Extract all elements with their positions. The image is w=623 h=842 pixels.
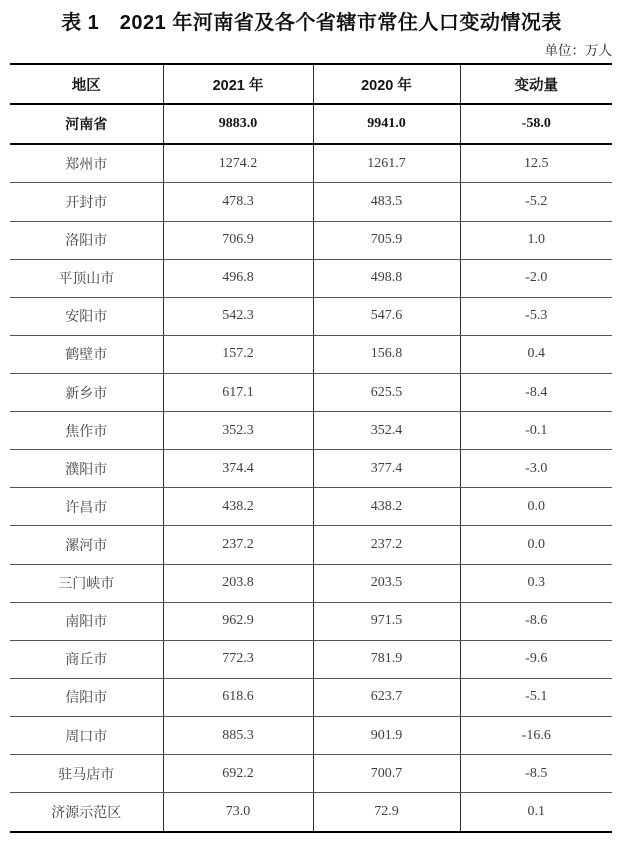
region-cell: 新乡市 [10, 374, 163, 412]
value-2021-cell: 438.2 [163, 488, 313, 526]
table-row [10, 221, 612, 259]
column-header-region: 地区 [10, 64, 163, 104]
table-row [10, 564, 612, 602]
table-row [10, 297, 612, 335]
value-2021-cell: 478.3 [163, 183, 313, 221]
value-2020-cell: 377.4 [313, 450, 460, 488]
region-cell: 南阳市 [10, 602, 163, 640]
value-2020-cell: 625.5 [313, 374, 460, 412]
table-row [10, 412, 612, 450]
table-row [10, 717, 612, 755]
table-row [10, 183, 612, 221]
table-row [10, 678, 612, 716]
value-2020-cell: 623.7 [313, 678, 460, 716]
value-2021-cell: 772.3 [163, 640, 313, 678]
value-2020-cell: 700.7 [313, 755, 460, 793]
region-cell: 驻马店市 [10, 755, 163, 793]
region-cell: 平顶山市 [10, 259, 163, 297]
value-2021-cell: 374.4 [163, 450, 313, 488]
region-cell: 郑州市 [10, 144, 163, 183]
region-cell: 河南省 [10, 104, 163, 144]
change-cell: -8.5 [460, 755, 612, 793]
table-row [10, 450, 612, 488]
value-2021-cell: 496.8 [163, 259, 313, 297]
region-cell: 信阳市 [10, 678, 163, 716]
change-cell: -0.1 [460, 412, 612, 450]
table-row [10, 526, 612, 564]
table-row [10, 259, 612, 297]
value-2021-cell: 73.0 [163, 793, 313, 832]
value-2021-cell: 617.1 [163, 374, 313, 412]
table-row [10, 755, 612, 793]
region-cell: 商丘市 [10, 640, 163, 678]
table-title: 表 1 2021 年河南省及各个省辖市常住人口变动情况表 [61, 12, 562, 34]
value-2020-cell: 1261.7 [313, 144, 460, 183]
change-cell: -9.6 [460, 640, 612, 678]
change-cell: -16.6 [460, 717, 612, 755]
value-2021-cell: 706.9 [163, 221, 313, 259]
value-2020-cell: 705.9 [313, 221, 460, 259]
change-cell: -8.4 [460, 374, 612, 412]
change-cell: 0.0 [460, 526, 612, 564]
change-cell: 1.0 [460, 221, 612, 259]
value-2020-cell: 352.4 [313, 412, 460, 450]
table-row [10, 602, 612, 640]
region-cell: 许昌市 [10, 488, 163, 526]
change-cell: 0.4 [460, 335, 612, 373]
change-cell: -5.3 [460, 297, 612, 335]
table-section [10, 43, 612, 833]
value-2021-cell: 352.3 [163, 412, 313, 450]
column-header-change: 变动量 [460, 64, 612, 104]
value-2020-cell: 72.9 [313, 793, 460, 832]
region-cell: 漯河市 [10, 526, 163, 564]
region-cell: 安阳市 [10, 297, 163, 335]
value-2021-cell: 618.6 [163, 678, 313, 716]
value-2021-cell: 203.8 [163, 564, 313, 602]
region-cell: 濮阳市 [10, 450, 163, 488]
change-cell: -3.0 [460, 450, 612, 488]
region-cell: 开封市 [10, 183, 163, 221]
change-cell: -2.0 [460, 259, 612, 297]
column-header-2020: 2020 年 [313, 64, 460, 104]
region-cell: 鹤壁市 [10, 335, 163, 373]
table-row [10, 640, 612, 678]
value-2020-cell: 781.9 [313, 640, 460, 678]
value-2020-cell: 438.2 [313, 488, 460, 526]
value-2021-cell: 1274.2 [163, 144, 313, 183]
value-2021-cell: 885.3 [163, 717, 313, 755]
value-2021-cell: 237.2 [163, 526, 313, 564]
unit-label: 单位：万人 [544, 43, 612, 58]
region-cell: 三门峡市 [10, 564, 163, 602]
change-cell: 0.0 [460, 488, 612, 526]
value-2020-cell: 971.5 [313, 602, 460, 640]
table-body [10, 104, 612, 832]
table-row [10, 144, 612, 183]
value-2020-cell: 237.2 [313, 526, 460, 564]
region-cell: 周口市 [10, 717, 163, 755]
value-2020-cell: 498.8 [313, 259, 460, 297]
change-cell: 0.1 [460, 793, 612, 832]
change-cell: -5.1 [460, 678, 612, 716]
change-cell: 0.3 [460, 564, 612, 602]
value-2021-cell: 962.9 [163, 602, 313, 640]
table-row [10, 335, 612, 373]
header-row [10, 64, 612, 104]
table-row [10, 793, 612, 832]
table-row [10, 488, 612, 526]
value-2020-cell: 483.5 [313, 183, 460, 221]
column-header-2021: 2021 年 [163, 64, 313, 104]
change-cell: 12.5 [460, 144, 612, 183]
table-row [10, 374, 612, 412]
value-2021-cell: 9883.0 [163, 104, 313, 144]
value-2021-cell: 542.3 [163, 297, 313, 335]
region-cell: 焦作市 [10, 412, 163, 450]
value-2020-cell: 9941.0 [313, 104, 460, 144]
change-cell: -5.2 [460, 183, 612, 221]
value-2020-cell: 203.5 [313, 564, 460, 602]
population-table [10, 63, 612, 833]
value-2020-cell: 901.9 [313, 717, 460, 755]
change-cell: -8.6 [460, 602, 612, 640]
value-2021-cell: 157.2 [163, 335, 313, 373]
change-cell: -58.0 [460, 104, 612, 144]
value-2020-cell: 547.6 [313, 297, 460, 335]
region-cell: 济源示范区 [51, 806, 122, 822]
table-row [10, 104, 612, 144]
value-2021-cell: 692.2 [163, 755, 313, 793]
value-2020-cell: 156.8 [313, 335, 460, 373]
region-cell: 洛阳市 [10, 221, 163, 259]
